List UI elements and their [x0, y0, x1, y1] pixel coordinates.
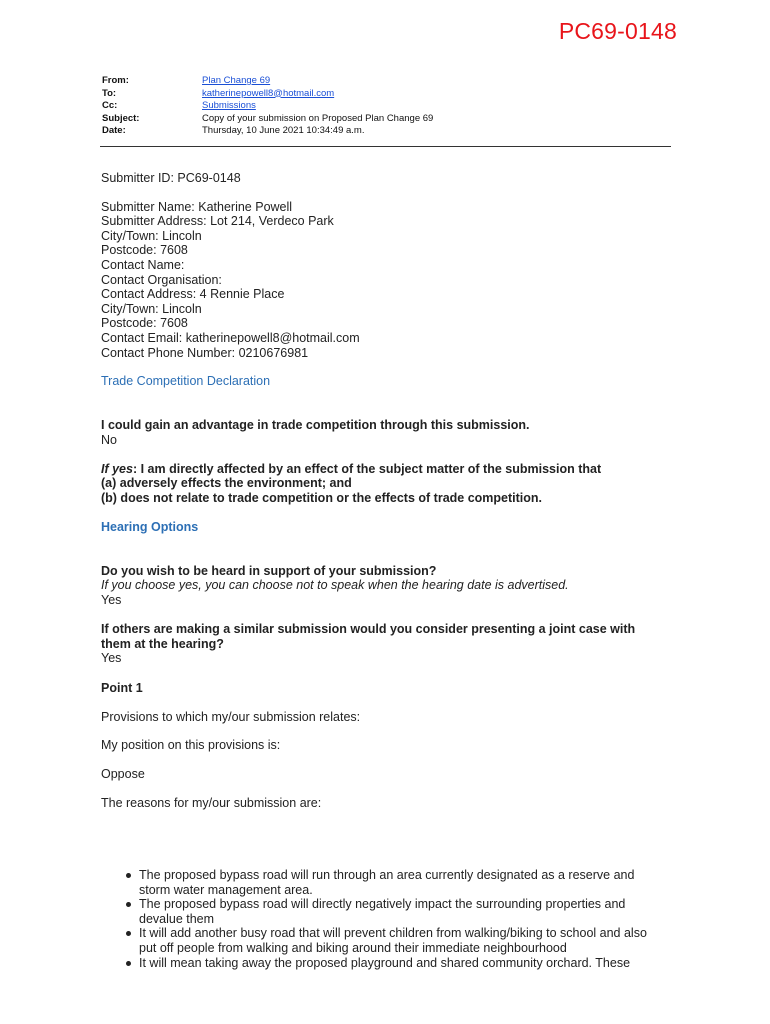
- hearing-question-2-line2: them at the hearing?: [101, 636, 224, 651]
- hearing-question-1-note: If you choose yes, you can choose not to speak when the hearing date is advertised.: [101, 578, 569, 593]
- condition-b: (b) does not relate to trade competition or the effects of trade competition.: [101, 490, 543, 505]
- trade-competition-heading: Trade Competition Declaration: [101, 374, 271, 389]
- hearing-options-heading: Hearing Options: [101, 520, 199, 535]
- submitter-name: Submitter Name: Katherine Powell: [101, 199, 293, 214]
- provisions-label: Provisions to which my/our submission relates:: [101, 709, 361, 724]
- reason-item: It will mean taking away the proposed playground and shared community orchard. These: [101, 956, 661, 971]
- submitter-city: City/Town: Lincoln: [101, 228, 202, 243]
- submitter-address: Submitter Address: Lot 214, Verdeco Park: [101, 214, 334, 229]
- reason-item: The proposed bypass road will directly negatively impact the surrounding properties and devalue them: [101, 897, 661, 926]
- from-row: [102, 75, 672, 88]
- reason-item: It will add another busy road that will prevent children from walking/biking to school and also put off people from walking and biking around their immediate neighbourhood: [101, 926, 661, 955]
- date-label: Date:: [102, 125, 126, 137]
- point-heading: Point 1: [101, 680, 143, 695]
- contact-email: Contact Email: katherinepowell8@hotmail.com: [101, 330, 360, 345]
- date-row: [102, 125, 672, 138]
- if-yes-statement: [101, 462, 661, 477]
- hearing-question-1: Do you wish to be heard in support of your submission?: [101, 563, 437, 578]
- from-label: From:: [102, 75, 129, 86]
- reasons-label: The reasons for my/our submission are:: [101, 795, 322, 810]
- hearing-question-2-line1: If others are making a similar submission would you consider presenting a joint case with: [101, 622, 636, 637]
- hearing-answer-2: Yes: [101, 651, 122, 666]
- hearing-answer-1: Yes: [101, 593, 122, 608]
- email-header: [102, 75, 672, 138]
- submitter-id: Submitter ID: PC69-0148: [101, 171, 241, 185]
- contact-address: Contact Address: 4 Rennie Place: [101, 287, 285, 302]
- subject-row: [102, 113, 672, 126]
- if-yes-rest: : I am directly affected by an effect of the subject matter of the submission that: [132, 461, 602, 476]
- submission-body: [101, 171, 661, 970]
- cc-link[interactable]: Submissions: [202, 100, 256, 112]
- document-reference-stamp: PC69-0148: [558, 18, 677, 44]
- position-label: My position on this provisions is:: [101, 738, 281, 753]
- header-divider: [100, 146, 671, 147]
- trade-question: I could gain an advantage in trade competition through this submission.: [101, 417, 530, 432]
- from-link[interactable]: Plan Change 69: [202, 75, 271, 86]
- contact-name: Contact Name:: [101, 257, 185, 272]
- to-email-link[interactable]: katherinepowell8@hotmail.com: [202, 87, 335, 99]
- submitter-postcode: Postcode: 7608: [101, 243, 188, 258]
- cc-row: [102, 100, 672, 113]
- if-yes-italic: If yes: [101, 461, 133, 476]
- to-row: [102, 88, 672, 101]
- contact-organisation: Contact Organisation:: [101, 272, 222, 287]
- contact-postcode: Postcode: 7608: [101, 316, 188, 331]
- contact-phone: Contact Phone Number: 0210676981: [101, 345, 309, 360]
- cc-label: Cc:: [102, 100, 118, 112]
- reason-item: The proposed bypass road will run through an area currently designated as a reserve and storm water management area.: [101, 868, 661, 897]
- subject-label: Subject:: [102, 112, 140, 124]
- reasons-list: [101, 868, 661, 970]
- date-value: Thursday, 10 June 2021 10:34:49 a.m.: [202, 125, 365, 137]
- to-label: To:: [102, 87, 117, 99]
- condition-a: (a) adversely effects the environment; and: [101, 476, 352, 491]
- trade-answer: No: [101, 432, 117, 447]
- subject-value: Copy of your submission on Proposed Plan Change 69: [202, 112, 434, 124]
- position-value: Oppose: [101, 766, 145, 781]
- contact-city: City/Town: Lincoln: [101, 301, 202, 316]
